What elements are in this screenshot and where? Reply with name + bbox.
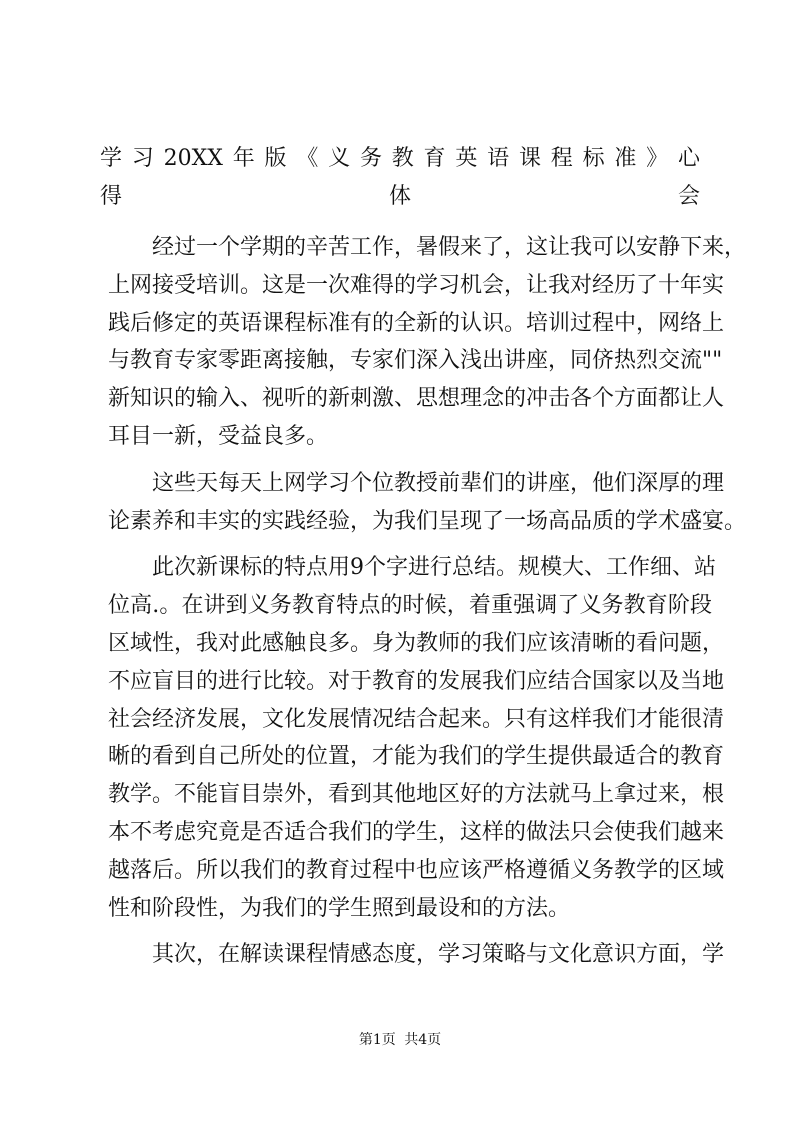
paragraph-line: 社会经济发展，文化发展情况结合起来。只有这样我们才能很清 [108, 706, 725, 732]
paragraph-1 [108, 229, 747, 456]
paragraph-line: 耳目一新，受益良多。 [108, 423, 329, 449]
page-number-label: 第1页 [358, 1032, 396, 1048]
paragraph-line: 这些天每天上网学习个位教授前辈们的讲座，他们深厚的理 [152, 470, 725, 496]
paragraph-line: 上网接受培训。这是一次难得的学习机会，让我对经历了十年实 [108, 272, 725, 298]
paragraph-line: 位高.。在讲到义务教育特点的时候，着重强调了义务教育阶段 [108, 593, 712, 619]
title-line-2: 得体会 [100, 183, 700, 209]
paragraph-4 [108, 936, 725, 974]
page-footer [0, 1030, 800, 1050]
paragraph-line: 性和阶段性，为我们的学生照到最设和的方法。 [108, 895, 571, 921]
page-total-label: 共4页 [404, 1032, 442, 1048]
paragraph-2 [108, 465, 747, 541]
paragraph-line: 越落后。所以我们的教育过程中也应该严格遵循义务教学的区域 [108, 857, 725, 883]
paragraph-line: 本不考虑究竟是否适合我们的学生，这样的做法只会使我们越来 [108, 819, 725, 845]
title-line-1: 学习20XX年版《义务教育英语课程标准》心 [100, 146, 700, 171]
paragraph-line: 经过一个学期的辛苦工作，暑假来了，这让我可以安静下来， [152, 235, 747, 260]
paragraph-line: 践后修定的英语课程标准有的全新的认识。培训过程中，网络上 [108, 310, 725, 336]
paragraph-line: 此次新课标的特点用9个字进行总结。规模大、工作细、站 [152, 555, 716, 581]
paragraph-line: 其次，在解读课程情感态度，学习策略与文化意识方面，学 [152, 942, 725, 968]
paragraph-3 [108, 549, 725, 927]
paragraph-line: 与教育专家零距离接触，专家们深入浅出讲座，同侪热烈交流"" [108, 348, 723, 374]
paragraph-line: 区域性，我对此感触良多。身为教师的我们应该清晰的看问题， [108, 630, 725, 656]
paragraph-line: 新知识的输入、视听的新刺激、思想理念的冲击各个方面都让人 [108, 386, 725, 412]
paragraph-line: 不应盲目的进行比较。对于教育的发展我们应结合国家以及当地 [108, 668, 725, 694]
paragraph-line: 教学。不能盲目崇外，看到其他地区好的方法就马上拿过来，根 [108, 782, 725, 808]
document-title [100, 140, 700, 216]
paragraph-line: 论素养和丰实的实践经验，为我们呈现了一场高品质的学术盛宴。 [108, 508, 747, 534]
document-body [108, 229, 747, 983]
paragraph-line: 晰的看到自己所处的位置，才能为我们的学生提供最适合的教育 [108, 744, 725, 770]
